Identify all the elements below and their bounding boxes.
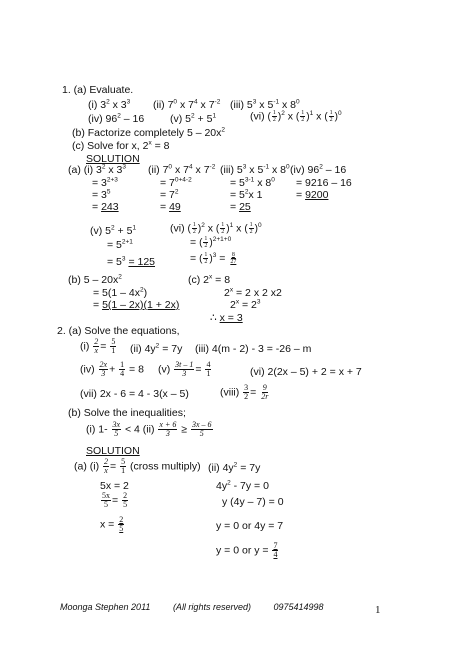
sol1-i-2: = $3^{2+3}$ [92,176,118,189]
q2-a-v: (v) $\frac{3t - 1}{3}$ = $\frac{4}{1}$ [158,360,211,378]
sol2-ii-2: $4y^2 - 7y = 0$ [216,479,269,492]
q2-a-i: (i) $\frac{2}{x}$ = $\frac{5}{1}$ [80,337,116,355]
sol1-vi-2: = ( $\frac{1}{2}$ )$^{2+1+0}$ [190,235,232,249]
sol1-iv-3: = 9200 [296,189,329,201]
sol1-c-1: (c) $2^x = 8$ [188,273,231,286]
sol1-b-3: = 5(1 – 2x)(1 + 2x) [93,299,180,311]
q1-c: (c) Solve for x, $2^x = 8$ [72,139,170,152]
sol2-i-2: 5x = 2 [100,480,129,492]
sol1-i-1: (a) (i) $3^2$ x $3^3$ [68,163,127,176]
sol2-i-1: (a) (i) $\frac{2}{x}$ = $\frac{5}{1}$ (cross multiply) [74,457,201,475]
sol2-ii-5: y = 0 or y = $\frac{7}{4}$ [216,541,278,559]
q2-a-iii: (iii) 4(m - 2) - 3 = -26 – m [195,343,312,355]
sol1-b-2: = $5(1 - 4x^2)$ [93,286,148,299]
q1-a-iv: (iv) $96^2 - 16$ [88,112,145,125]
sol1-iii-2: = $5^{3-1}$ x $8^0$ [230,176,275,189]
solution-label-2: SOLUTION [86,445,140,457]
q1-a-ii: (ii) $7^0$ x $7^4$ x $7^{-2}$ [153,98,221,111]
sol1-i-3: = $3^5$ [92,188,111,201]
q1-b: (b) Factorize completely $5 - 20x^2$ [72,126,226,139]
sol1-iv-2: = 9216 – 16 [296,177,352,189]
sol1-iii-1: (iii) $5^3$ x $5^{-1}$ x $8^0$ [220,163,290,176]
footer-rights: (All rights reserved) [172,602,251,612]
sol1-v-1: (v) $5^2 + 5^1$ [90,224,137,237]
sol1-iii-3: = $5^2x$ 1 [230,188,263,201]
q2-a-vii: (vii) 2x - 6 = 4 - 3(x – 5) [80,388,189,400]
q1-heading: 1. (a) Evaluate. [62,84,134,96]
q1-a-vi: (vi) ( $\frac{1}{2}$ )$^2$ x ( $\frac{1}{2}$ )$^1$ x ( $\frac{1}{2}$ )$^0$ [250,109,342,123]
sol1-ii-3: = $7^2$ [160,188,179,201]
solution-label-1: SOLUTION [86,153,140,165]
sol2-i-4: x = $\frac{2}{5}$ [100,515,124,533]
sol1-i-4: = 243 [92,201,119,213]
q2-a-ii: (ii) $4y^2 = 7y$ [130,342,183,355]
sol1-vi-3: = ( $\frac{1}{2}$ )$^3$ = $\frac{8}{27}$ [190,251,237,265]
footer-phone: 0975414998 [273,602,324,612]
sol1-iv-1: (iv) $96^2 - 16$ [290,163,347,176]
footer-author: Moonga Stephen 2011 [60,602,151,612]
footer [60,603,344,612]
sol1-b-1: (b) $5 - 20x^2$ [68,273,122,286]
sol1-v-2: = $5^{2+1}$ [107,238,133,251]
q1-a-v: (v) $5^2 + 5^1$ [170,112,217,125]
sol2-ii-4: y = 0 or 4y = 7 [216,520,284,532]
q2-a-iv: (iv) $\frac{2x}{3}$ + $\frac{1}{4}$ = 8 [80,360,144,378]
sol2-ii-3: y (4y – 7) = 0 [222,496,284,508]
q1-a-i: (i) $3^2$ x $3^3$ [88,98,131,111]
sol1-ii-1: (ii) $7^0$ x $7^4$ x $7^{-2}$ [148,163,216,176]
q2-a-viii: (viii) $\frac{3}{2}$ = $\frac{9}{2r}$ [220,383,269,401]
q2-heading: 2. (a) Solve the equations, [57,325,180,337]
sol2-i-3: $\frac{5x}{5}$ = $\frac{2}{5}$ [102,491,128,509]
sol1-c-4: ∴ x = 3 [210,312,243,324]
sol1-vi-1: (vi) ( $\frac{1}{2}$ )$^2$ x ( $\frac{1}{2}$ )$^1$ x ( $\frac{1}{2}$ )$^0$ [170,221,262,235]
sol2-ii-1: (ii) $4y^2 = 7y$ [208,461,261,474]
sol1-ii-4: = 49 [160,201,181,213]
sol1-c-2: $2^x = 2$ x 2 x2 [224,286,282,299]
q1-a-iii: (iii) $5^3$ x $5^{-1}$ x $8^0$ [230,98,300,111]
q2-b-i: (i) 1- $\frac{3x}{5}$ < 4 (ii) $\frac{x + 6}{3}$ ≥ $\frac{3x - 6}{5}$ [86,420,212,438]
sol1-c-3: $2^x = 2^3$ [230,298,261,311]
sol1-v-3: = $5^3 = 125$ [107,255,156,268]
sol1-ii-2: = $7^{0+4-2}$ [160,176,192,189]
sol1-iii-4: = 25 [230,201,251,213]
q2-b: (b) Solve the inequalities; [68,407,186,419]
page-number: 1 [375,604,381,616]
q2-a-vi: (vi) 2(2x – 5) + 2 = x + 7 [250,366,362,378]
